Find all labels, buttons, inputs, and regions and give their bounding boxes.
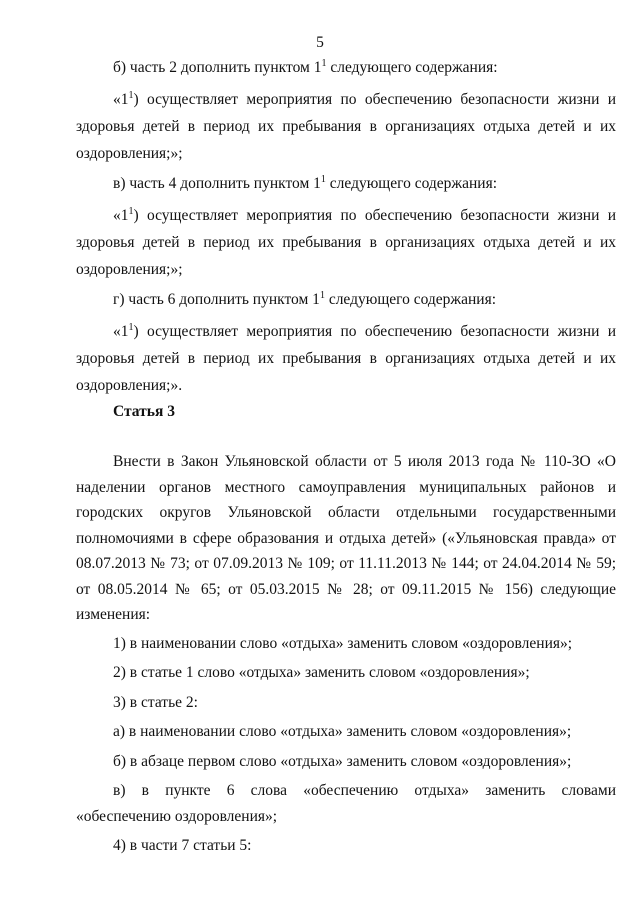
list-item: 4) в части 7 статьи 5: bbox=[113, 837, 252, 854]
amendment-intro: в) часть 4 дополнить пунктом $1^1$ следующего содержания: bbox=[113, 174, 498, 192]
page-number: 5 bbox=[316, 34, 324, 51]
amendment-quote: «$1^1$) осуществляет мероприятия по обеспечению безопасности жизни и здоровья детей в период их пребывания в организациях отдыха детей и их оздоровления;»; bbox=[76, 90, 616, 162]
list-item: 1) в наименовании слово «отдыха» заменить словом «оздоровления»; bbox=[113, 634, 573, 652]
amendment-intro: г) часть 6 дополнить пунктом $1^1$ следующего содержания: bbox=[113, 290, 497, 308]
amendment-quote: «$1^1$) осуществляет мероприятия по обеспечению безопасности жизни и здоровья детей в период их пребывания в организациях отдыха детей и их оздоровления;»; bbox=[76, 206, 616, 278]
amendment-quote: «$1^1$) осуществляет мероприятия по обеспечению безопасности жизни и здоровья детей в период их пребывания в организациях отдыха детей и их оздоровления;». bbox=[76, 322, 616, 394]
list-item: б) в абзаце первом слово «отдыха» заменить словом «оздоровления»; bbox=[113, 752, 572, 770]
list-item: 2) в статье 1 слово «отдыха» заменить словом «оздоровления»; bbox=[113, 664, 530, 681]
article-heading: Статья 3 bbox=[113, 403, 175, 420]
list-item: в) в пункте 6 слова «обеспечению отдыха» заменить словами «обеспечению оздоровления»; bbox=[76, 782, 616, 825]
amendment-list bbox=[76, 54, 616, 399]
article-body bbox=[76, 449, 616, 859]
list-item: а) в наименовании слово «отдыха» заменить словом «оздоровления»; bbox=[113, 723, 572, 740]
amendment-intro: б) часть 2 дополнить пунктом $1^1$ следующего содержания: bbox=[113, 58, 498, 76]
list-item: 3) в статье 2: bbox=[113, 693, 198, 711]
article-intro: Внести в Закон Ульяновской области от 5 июля 2013 года № 110-ЗО «О наделении органов местного самоуправления муниципальных районов и городских округов Ульяновской области отдельными государственными полномочиями в сфере образования и отдыха детей» («Ульяновская правда» от 08.07.2013 № 73; от 07.09.2013 № 109; от 11.11.2013 № 144; от 24.04.2014 № 59; от 08.05.2014 № 65; от 05.03.2015 № 28; от 09.11.2015 № 156) следующие изменения: bbox=[76, 453, 616, 623]
